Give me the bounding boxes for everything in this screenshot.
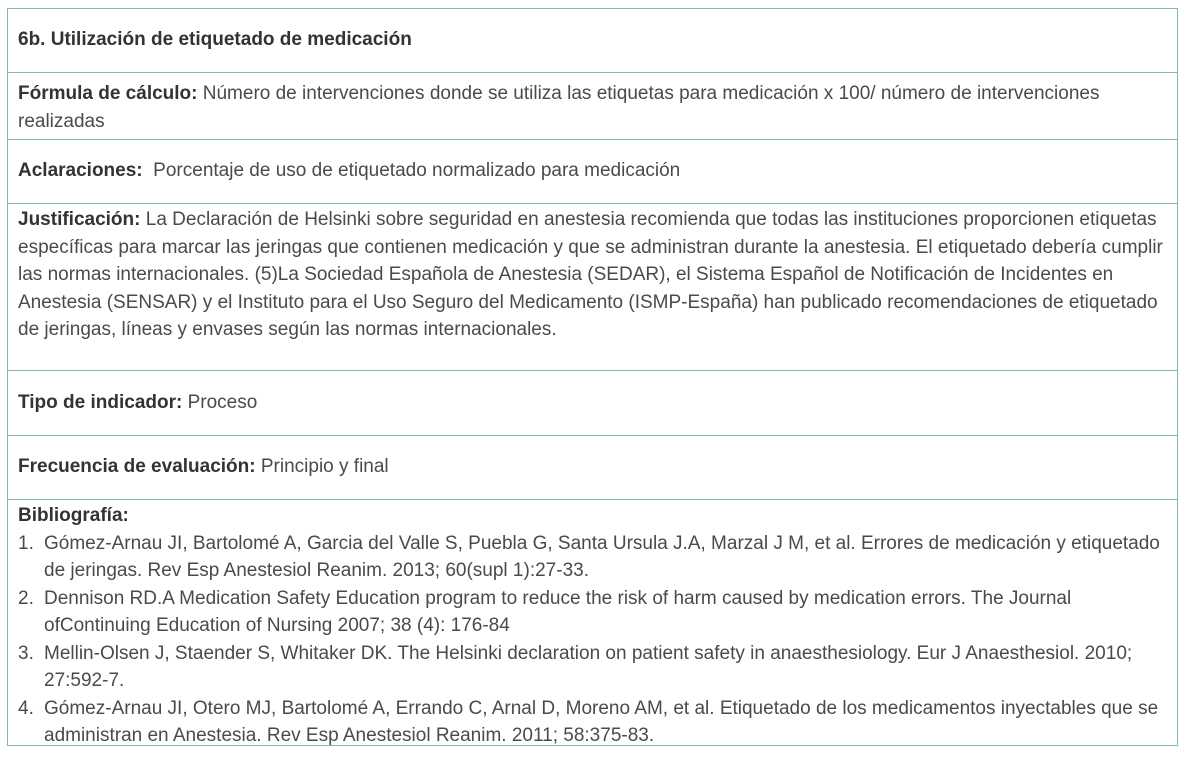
justificacion-text: La Declaración de Helsinki sobre seguridad en anestesia recomienda que todas las instituciones proporcionen etiquetas específicas para marcar las jeringas que contienen medicación y que se administran durante la anestesia. El etiquetado debería cumplir las normas internacionales. (5)La Sociedad Española de Anestesia (SEDAR), el Sistema Español de Notificación de Incidentes en Anestesia (SENSAR) y el Instituto para el Uso Seguro del Medicamento (ISMP-España) han publicado recomendaciones de etiquetado de jeringas, líneas y envases según las normas internacionales. — [18, 209, 1163, 340]
indicator-table — [7, 8, 1178, 746]
bibliography-list — [18, 530, 1167, 750]
justificacion-row — [8, 204, 1177, 371]
tipo-label: Tipo de indicador: — [18, 392, 183, 413]
bibliography-item — [18, 640, 1167, 695]
bibliography-number: 3. — [18, 642, 34, 664]
justificacion-label: Justificación: — [18, 209, 141, 230]
bibliography-text: Gómez-Arnau JI, Bartolomé A, Garcia del Valle S, Puebla G, Santa Ursula J.A, Marzal J M, et al. Errores de medicación y etiquetado de jeringas. Rev Esp Anestesiol Reanim. 2013; 60(supl 1):27-33. — [44, 532, 1160, 581]
bibliography-text: Dennison RD.A Medication Safety Education program to reduce the risk of harm caused by medication errors. The Journal ofContinuing Education of Nursing 2007; 38 (4): 176-84 — [44, 587, 1072, 636]
formula-row — [8, 73, 1177, 140]
title-row — [8, 9, 1177, 73]
bibliography-text: Gómez-Arnau JI, Otero MJ, Bartolomé A, Errando C, Arnal D, Moreno AM, et al. Etiquetado de los medicamentos inyectables que se administran en Anestesia. Rev Esp Anestesiol Reanim. 2011; 58:375-83. — [44, 697, 1159, 746]
bibliography-number: 1. — [18, 532, 34, 554]
tipo-text: Proceso — [182, 392, 258, 413]
bibliography-number: 2. — [18, 587, 34, 609]
indicator-title: 6b. Utilización de etiquetado de medicación — [18, 29, 412, 50]
aclaraciones-text: Porcentaje de uso de etiquetado normalizado para medicación — [142, 160, 681, 181]
bibliography-item — [18, 530, 1167, 585]
bibliography-text: Mellin-Olsen J, Staender S, Whitaker DK. The Helsinki declaration on patient safety in anaesthesiology. Eur J Anaesthesiol. 2010; 27:592-7. — [44, 642, 1133, 691]
bibliography-item — [18, 585, 1167, 640]
frecuencia-text: Principio y final — [255, 456, 389, 477]
aclaraciones-label: Aclaraciones: — [18, 160, 143, 181]
bibliografia-label: Bibliografía: — [18, 505, 129, 526]
bibliography-item — [18, 695, 1167, 750]
bibliografia-row — [8, 500, 1177, 745]
frecuencia-row — [8, 436, 1177, 500]
formula-label: Fórmula de cálculo: — [18, 83, 198, 104]
tipo-row — [8, 371, 1177, 436]
formula-text: Número de intervenciones donde se utiliza las etiquetas para medicación x 100/ número de intervenciones realizadas — [18, 83, 1100, 132]
frecuencia-label: Frecuencia de evaluación: — [18, 456, 256, 477]
aclaraciones-row — [8, 140, 1177, 204]
bibliography-number: 4. — [18, 697, 34, 719]
